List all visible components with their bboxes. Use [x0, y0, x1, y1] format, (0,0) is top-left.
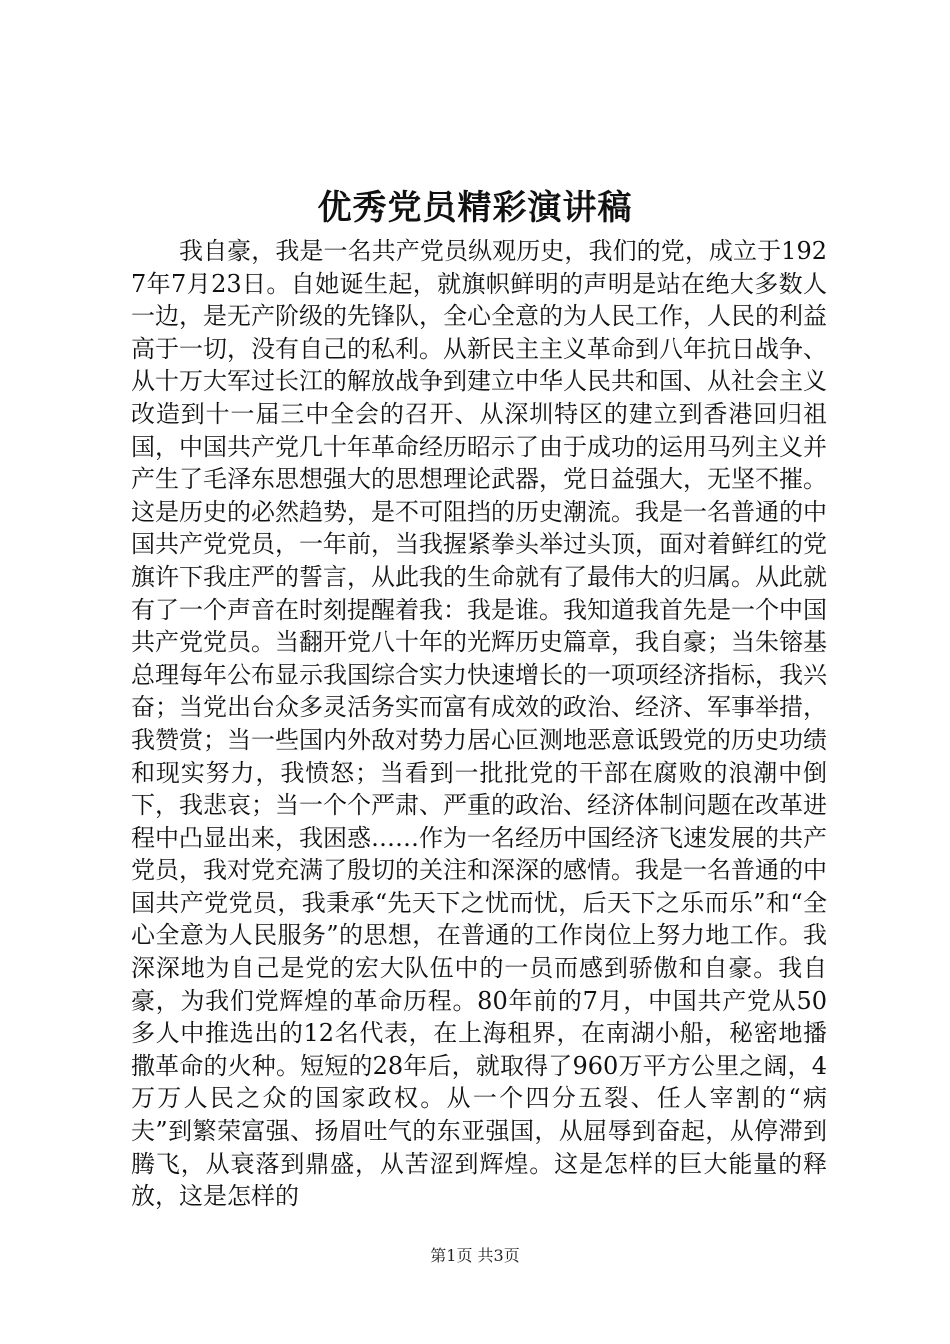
document-title: 优秀党员精彩演讲稿 — [317, 188, 633, 228]
body-paragraph: 我自豪，我是一名共产党员纵观历史，我们的党，成立于1927年7月23日。自她诞生起，就旗帜鲜明的声明是站在绝大多数人一边，是无产阶级的先锋队，全心全意的为人民工作，人民的利益高于一切，没有自己的私利。从新民主主义革命到八年抗日战争、从十万大军过长江的解放战争到建立中华人民共和国、从社会主义改造到十一届三中全会的召开、从深圳特区的建立到香港回归祖国，中国共产党几十年革命经历昭示了由于成功的运用马列主义并产生了毛泽东思想强大的思想理论武器，党日益强大，无坚不摧。这是历史的必然趋势，是不可阻挡的历史潮流。我是一名普通的中国共产党党员，一年前，当我握紧拳头举过头顶，面对着鲜红的党旗许下我庄严的誓言，从此我的生命就有了最伟大的归属。从此就有了一个声音在时刻提醒着我：我是谁。我知道我首先是一个中国共产党党员。当翻开党八十年的光辉历史篇章，我自豪；当朱镕基总理每年公布显示我国综合实力快速增长的一项项经济指标，我兴奋；当党出台众多灵活务实而富有成效的政治、经济、军事举措，我赞赏；当一些国内外敌对势力居心叵测地恶意诋毁党的历史功绩和现实努力，我愤怒；当看到一批批党的干部在腐败的浪潮中倒下，我悲哀；当一个个严肃、严重的政治、经济体制问题在改革进程中凸显出来，我困惑……作为一名经历中国经济飞速发展的共产党员，我对党充满了殷切的关注和深深的感情。我是一名普通的中国共产党党员，我秉承“先天下之忧而忧，后天下之乐而乐”和“全心全意为人民服务”的思想，在普通的工作岗位上努力地工作。我深深地为自己是党的宏大队伍中的一员而感到骄傲和自豪。我自豪，为我们党辉煌的革命历程。80年前的7月，中国共产党从50多人中推选出的12名代表，在上海租界，在南湖小船，秘密地播撒革命的火种。短短的28年后，就取得了960万平方公里之阔，4万万人民之众的国家政权。从一个四分五裂、任人宰割的“病夫”到繁荣富强、扬眉吐气的东亚强国，从屈辱到奋起，从停滞到腾飞，从衰落到鼎盛，从苦涩到辉煌。这是怎样的巨大能量的释放，这是怎样的 — [131, 237, 827, 1211]
page-footer: 第1页 共3页 — [430, 1246, 520, 1265]
